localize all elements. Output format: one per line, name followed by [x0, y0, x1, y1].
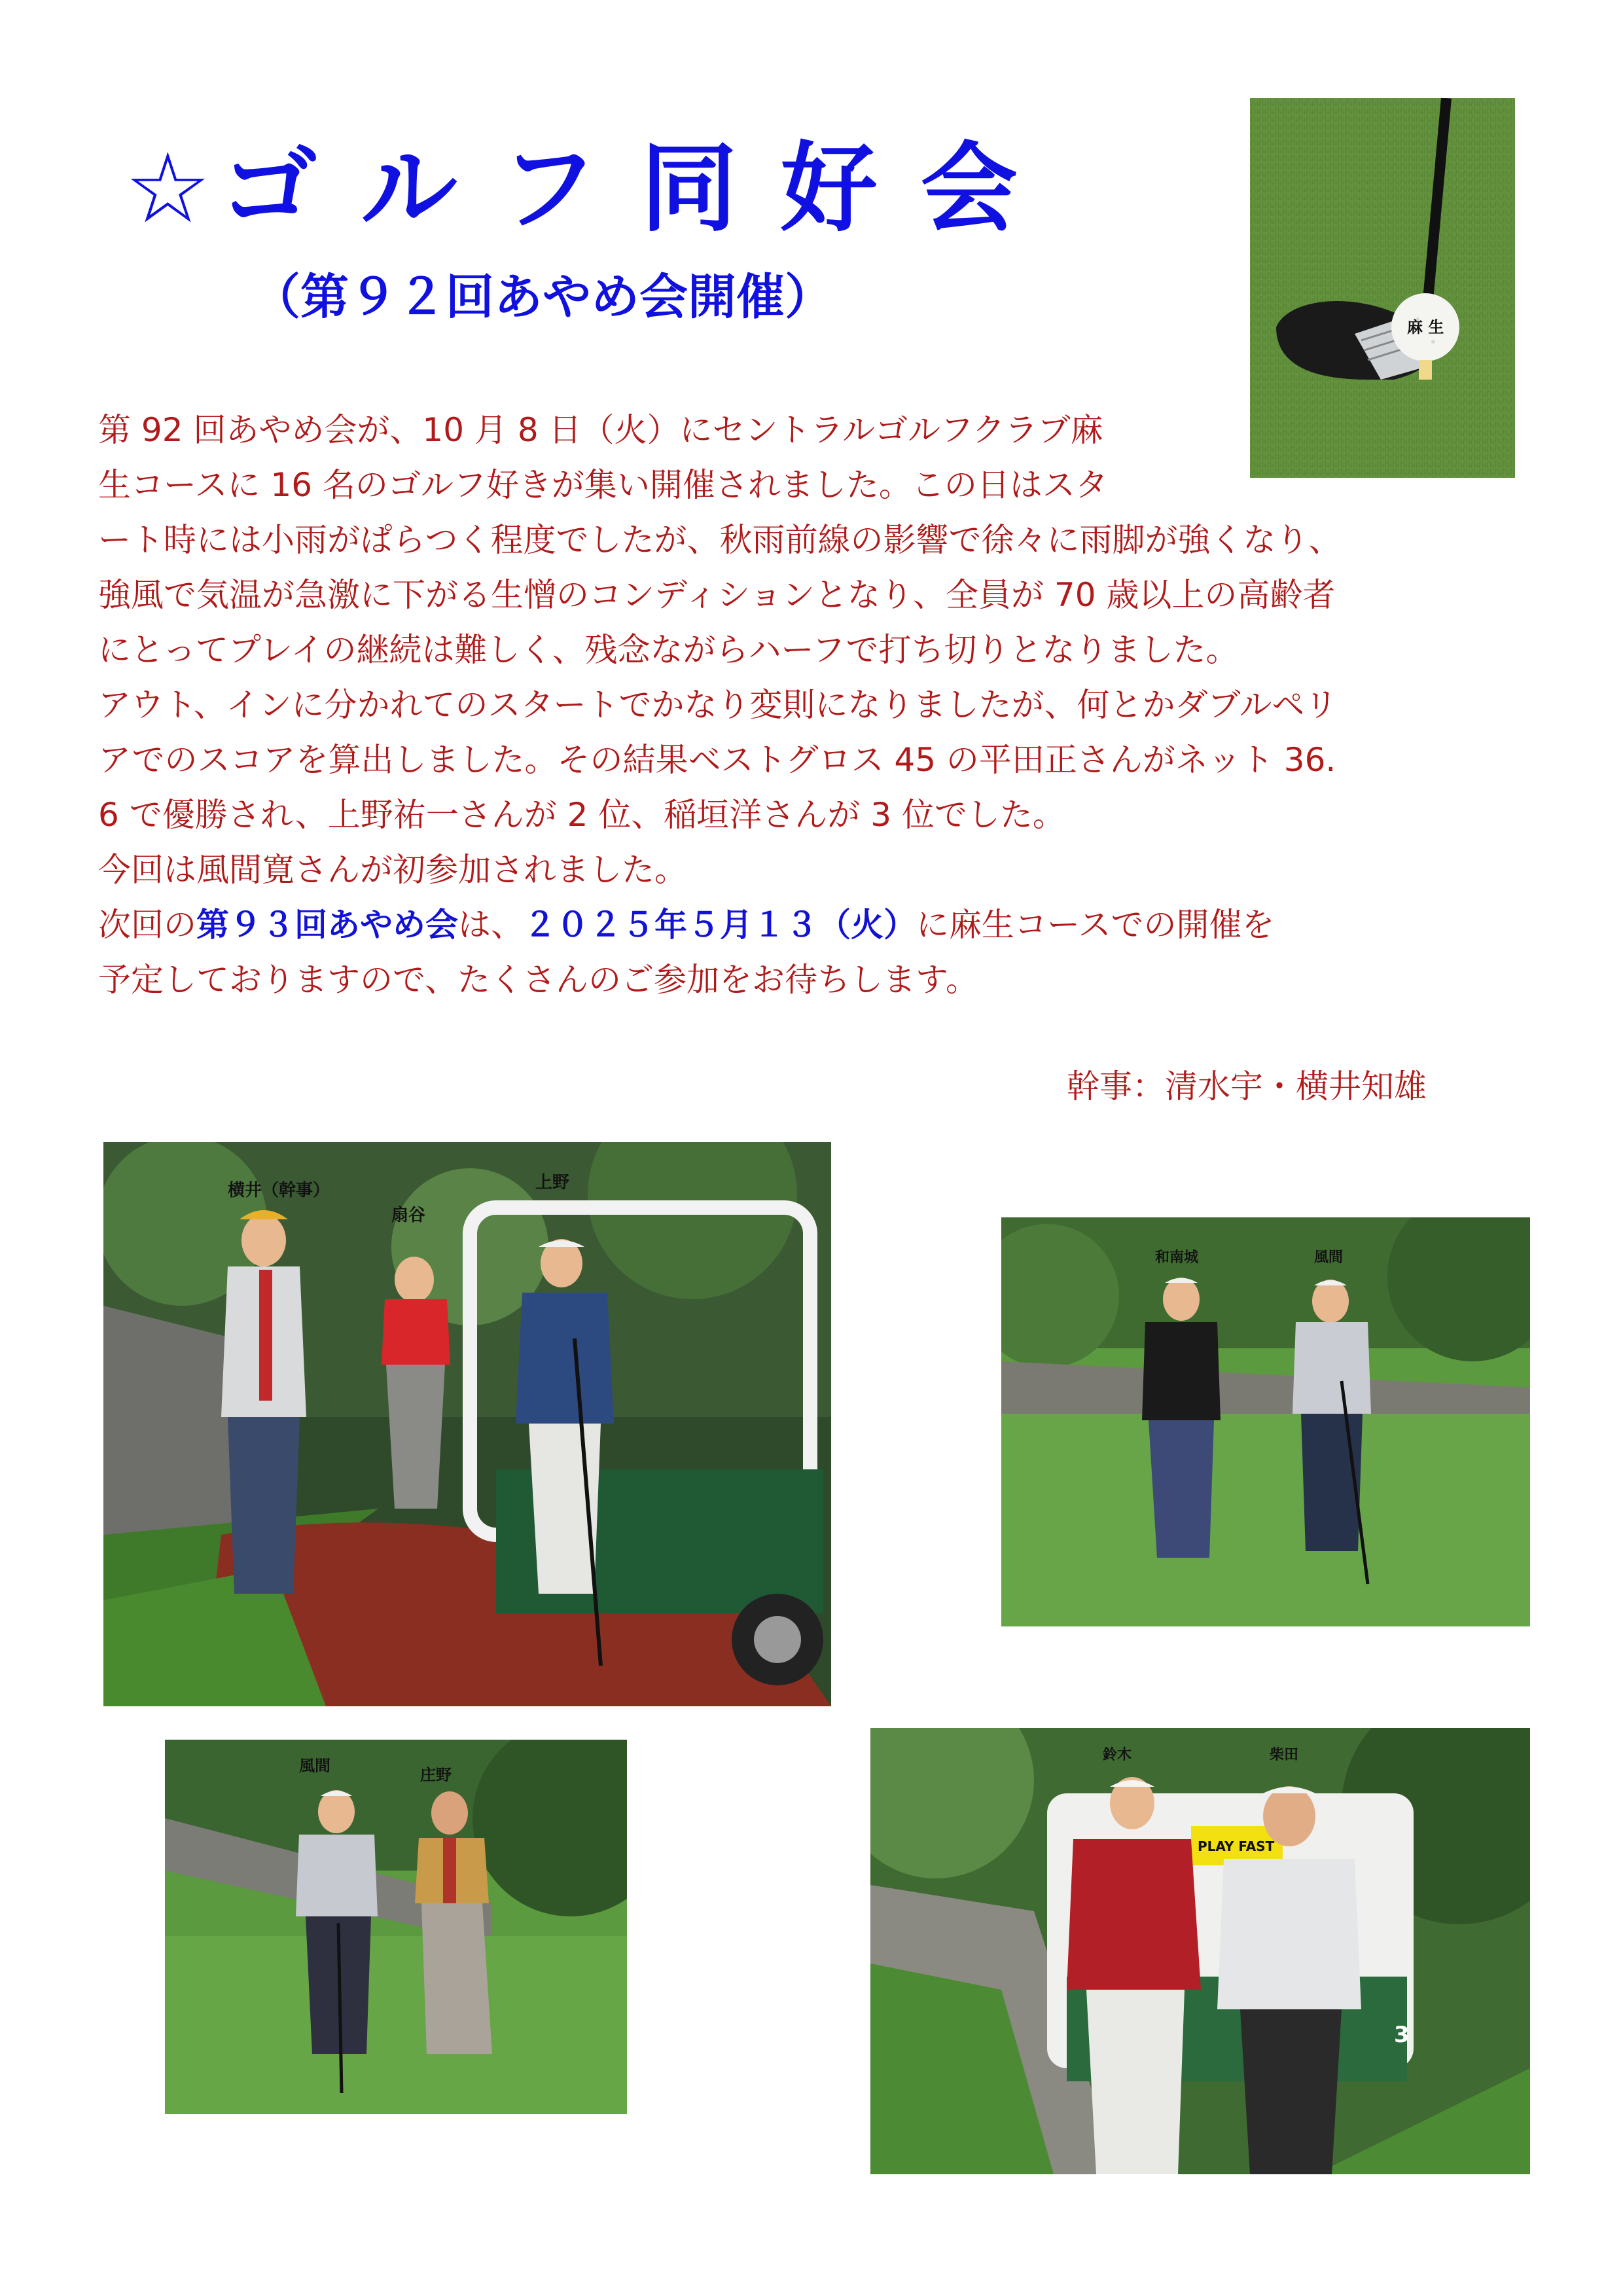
body-line: アでのスコアを算出しました。その結果ベストグロス 45 の平田正さんがネット 36. [98, 741, 1336, 779]
photo-group-4 [870, 1728, 1530, 2174]
photo-group-1 [103, 1142, 831, 1706]
person-name-label: 上野 [535, 1173, 570, 1193]
photo-group-2 [1001, 1217, 1530, 1626]
title-char: ル [360, 132, 460, 245]
star-icon: ☆ [124, 132, 214, 245]
organizer-signature: 幹事：清水宇・横井知雄 [1067, 1067, 1427, 1105]
person-name-label: 鈴木 [1103, 1747, 1132, 1763]
ball-label: 麻 生 [1407, 318, 1444, 336]
person-name-label: 庄野 [420, 1766, 452, 1784]
title-char: 会 [920, 132, 1020, 245]
body-line: 生コースに 16 名のゴルフ好きが集い開催されました。この日はスタ [98, 466, 1108, 504]
person-name-label: 風間 [299, 1757, 330, 1775]
next-event-line: 次回の第９３回あやめ会は、２０２５年５月１３（火）に麻生コースでの開催を [98, 906, 1275, 944]
photo-group-3 [165, 1740, 627, 2114]
body-line: 予定しておりますので、たくさんのご参加をお待ちします。 [98, 961, 978, 999]
title-char: フ [500, 132, 600, 245]
person-name-label: 風間 [1314, 1249, 1344, 1266]
body-line: 強風で気温が急激に下がる生憎のコンディションとなり、全員が 70 歳以上の高齢者 [98, 576, 1336, 614]
cart-sign: PLAY FAST [1198, 1839, 1275, 1854]
body-line: アウト、インに分かれてのスタートでかなり変則になりましたが、何とかダブルペリ [98, 686, 1338, 724]
title-char: 好 [780, 132, 880, 245]
person-name-label: 扇谷 [391, 1206, 426, 1225]
body-line: 今回は風間寛さんが初参加されました。 [98, 851, 687, 889]
body-line: にとってプレイの継続は難しく、残念ながらハーフで打ち切りとなりました。 [98, 631, 1239, 669]
page-title [124, 111, 1020, 250]
body-line: 第 92 回あやめ会が、10 月 8 日（火）にセントラルゴルフクラブ麻 [98, 411, 1103, 449]
article-body [98, 403, 1525, 1007]
person-name-label: 横井（幹事） [228, 1181, 330, 1200]
page-subtitle: （第９２回あやめ会開催） [252, 269, 833, 325]
person-name-label: 和南城 [1155, 1249, 1199, 1266]
person-name-label: 柴田 [1270, 1747, 1299, 1763]
cart-number: 3 [1394, 2022, 1410, 2048]
body-line: 6 で優勝され、上野祐一さんが 2 位、稲垣洋さんが 3 位でした。 [98, 796, 1065, 834]
next-event-name: 第９３回あやめ会 [196, 906, 458, 944]
next-event-date: ２０２５年５月１３（火） [524, 906, 916, 944]
title-char: 同 [640, 132, 740, 245]
body-line: ート時には小雨がぱらつく程度でしたが、秋雨前線の影響で徐々に雨脚が強くなり、 [98, 521, 1342, 559]
title-char: ゴ [220, 132, 320, 245]
